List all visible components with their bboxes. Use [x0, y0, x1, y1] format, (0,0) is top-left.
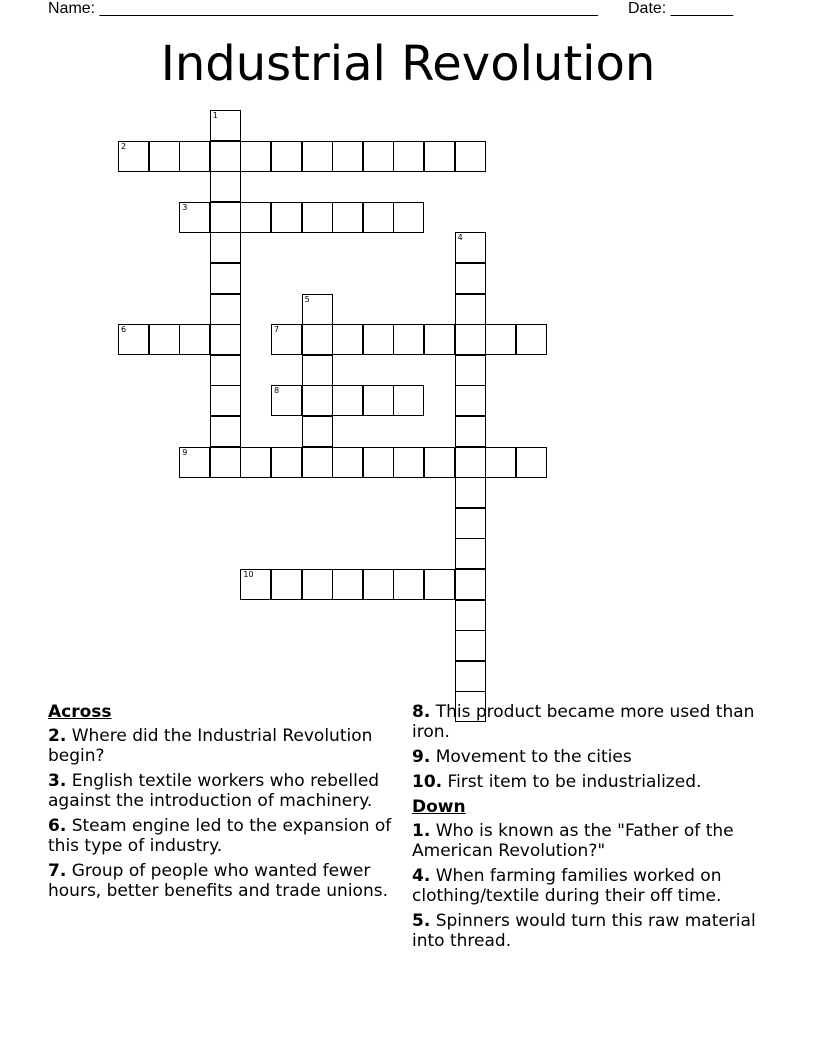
cell-number: 2: [121, 141, 127, 151]
crossword-cell[interactable]: [393, 447, 424, 478]
crossword-cell[interactable]: [118, 324, 149, 355]
clue-text: Group of people who wanted fewer hours, better benefits and trade unions.: [48, 861, 388, 901]
clue-number: 10.: [412, 772, 443, 792]
crossword-cell[interactable]: [210, 263, 241, 294]
crossword-cell[interactable]: [455, 508, 486, 539]
crossword-cell[interactable]: [455, 661, 486, 692]
crossword-cell[interactable]: [332, 385, 363, 416]
crossword-cell[interactable]: [455, 263, 486, 294]
clue-text: Steam engine led to the expansion of this type of industry.: [48, 816, 392, 856]
clue-across-10: [412, 772, 772, 792]
crossword-cell[interactable]: [210, 355, 241, 386]
crossword-cell[interactable]: [210, 294, 241, 325]
crossword-cell[interactable]: [363, 385, 394, 416]
crossword-cell[interactable]: [210, 385, 241, 416]
crossword-cell[interactable]: [455, 385, 486, 416]
crossword-cell[interactable]: [240, 202, 271, 233]
crossword-cell[interactable]: [271, 385, 302, 416]
crossword-cell[interactable]: [485, 324, 516, 355]
crossword-cell[interactable]: [240, 447, 271, 478]
cell-number: 6: [121, 325, 127, 335]
clue-down-4: [412, 866, 772, 906]
crossword-cell[interactable]: [149, 324, 180, 355]
clue-text: This product became more used than iron.: [412, 702, 755, 742]
crossword-cell[interactable]: [424, 569, 455, 600]
crossword-cell[interactable]: [332, 202, 363, 233]
clue-number: 6.: [48, 816, 67, 836]
cell-number: 1: [212, 111, 218, 120]
clue-number: 1.: [412, 821, 431, 841]
date-line: _______: [670, 0, 733, 17]
cell-number: 3: [182, 202, 188, 212]
crossword-cell[interactable]: [455, 232, 486, 263]
clues-right-column: [412, 702, 772, 956]
crossword-cell[interactable]: [332, 324, 363, 355]
clue-number: 5.: [412, 911, 431, 931]
crossword-cell[interactable]: [271, 569, 302, 600]
clue-number: 8.: [412, 702, 431, 722]
clue-text: Movement to the cities: [435, 747, 632, 767]
clue-across-9: [412, 747, 772, 767]
crossword-cell[interactable]: [210, 447, 241, 478]
cell-number: 4: [457, 233, 463, 243]
crossword-cell[interactable]: [302, 569, 333, 600]
crossword-cell[interactable]: [240, 569, 271, 600]
clues-left-column: [48, 702, 404, 906]
crossword-cell[interactable]: [455, 416, 486, 447]
crossword-cell[interactable]: [271, 447, 302, 478]
cell-number: 7: [274, 325, 280, 335]
crossword-cell[interactable]: [302, 385, 333, 416]
clue-text: Spinners would turn this raw material into thread.: [412, 911, 756, 951]
crossword-cell[interactable]: [302, 141, 333, 172]
clue-across-3: [48, 771, 404, 811]
clue-number: 2.: [48, 726, 67, 746]
crossword-cell[interactable]: [332, 141, 363, 172]
clue-across-6: [48, 816, 404, 856]
crossword-cell[interactable]: [424, 447, 455, 478]
crossword-cell[interactable]: [424, 141, 455, 172]
clue-number: 7.: [48, 861, 67, 881]
crossword-cell[interactable]: [179, 141, 210, 172]
cell-number: 10: [243, 570, 254, 579]
clue-across-8: [412, 702, 772, 742]
crossword-cell[interactable]: [271, 324, 302, 355]
crossword-cell[interactable]: [455, 294, 486, 325]
clue-text: English textile workers who rebelled against the introduction of machinery.: [48, 771, 380, 811]
clue-number: 4.: [412, 866, 431, 886]
crossword-cell[interactable]: [363, 324, 394, 355]
crossword-cell[interactable]: [455, 447, 486, 478]
down-heading: Down: [412, 797, 466, 817]
date-label: Date:: [628, 0, 667, 17]
clue-number: 3.: [48, 771, 67, 791]
crossword-cell[interactable]: [302, 294, 333, 325]
crossword-cell[interactable]: [393, 324, 424, 355]
clue-down-1: [412, 821, 772, 861]
crossword-cell[interactable]: [149, 141, 180, 172]
cell-number: 8: [274, 386, 280, 396]
crossword-cell[interactable]: [393, 385, 424, 416]
crossword-cell[interactable]: [455, 600, 486, 631]
cell-number: 5: [304, 294, 310, 304]
crossword-cell[interactable]: [210, 110, 241, 141]
crossword-cell[interactable]: [424, 324, 455, 355]
crossword-cell[interactable]: [332, 447, 363, 478]
crossword-cell[interactable]: [240, 141, 271, 172]
crossword-cell[interactable]: [302, 416, 333, 447]
crossword-cell[interactable]: [516, 324, 547, 355]
crossword-cell[interactable]: [393, 569, 424, 600]
crossword-cell[interactable]: [455, 355, 486, 386]
crossword-cell[interactable]: [363, 202, 394, 233]
clue-across-7: [48, 861, 404, 901]
crossword-cell[interactable]: [302, 324, 333, 355]
crossword-cell[interactable]: [179, 202, 210, 233]
crossword-cell[interactable]: [393, 202, 424, 233]
crossword-cell[interactable]: [363, 447, 394, 478]
crossword-cell[interactable]: [455, 538, 486, 569]
crossword-cell[interactable]: [118, 141, 149, 172]
crossword-cell[interactable]: [302, 447, 333, 478]
name-label: Name:: [48, 0, 96, 17]
crossword-cell[interactable]: [271, 141, 302, 172]
crossword-cell[interactable]: [271, 202, 302, 233]
name-line: ________________________________________________________: [99, 0, 598, 17]
crossword-cell[interactable]: [302, 202, 333, 233]
crossword-cell[interactable]: [455, 324, 486, 355]
crossword-cell[interactable]: [455, 477, 486, 508]
clue-across-2: [48, 726, 404, 766]
crossword-cell[interactable]: [210, 202, 241, 233]
crossword-cell[interactable]: [455, 141, 486, 172]
crossword-cell[interactable]: [210, 324, 241, 355]
crossword-cell[interactable]: [332, 569, 363, 600]
crossword-cell[interactable]: [485, 447, 516, 478]
crossword-cell[interactable]: [516, 447, 547, 478]
crossword-cell[interactable]: [302, 355, 333, 386]
crossword-cell[interactable]: [179, 447, 210, 478]
crossword-cell[interactable]: [210, 171, 241, 202]
crossword-cell[interactable]: [210, 141, 241, 172]
crossword-cell[interactable]: [363, 141, 394, 172]
clue-text: When farming families worked on clothing/textile during their off time.: [412, 866, 722, 906]
crossword-cell[interactable]: [455, 569, 486, 600]
crossword-cell[interactable]: [393, 141, 424, 172]
clue-text: Where did the Industrial Revolution begin?: [48, 726, 373, 766]
crossword-cell[interactable]: [179, 324, 210, 355]
clue-text: First item to be industrialized.: [447, 772, 702, 792]
across-heading: Across: [48, 702, 112, 722]
page-title: Industrial Revolution: [160, 36, 656, 92]
crossword-cell[interactable]: [210, 416, 241, 447]
crossword-cell[interactable]: [210, 232, 241, 263]
cell-number: 9: [182, 447, 188, 457]
clue-number: 9.: [412, 747, 431, 767]
clue-down-5: [412, 911, 772, 951]
clue-text: Who is known as the "Father of the American Revolution?": [412, 821, 734, 861]
crossword-cell[interactable]: [455, 630, 486, 661]
crossword-cell[interactable]: [363, 569, 394, 600]
